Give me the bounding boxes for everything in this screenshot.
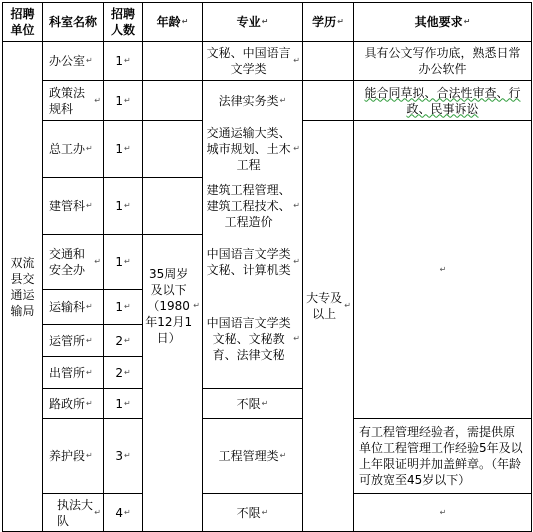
header-other: 其他要求 ↵: [414, 15, 471, 29]
major-cell: 法律实务类 ↵: [218, 93, 287, 108]
major-cell: 中国语言文学类文秘、文秘教育、法律文秘 ↵: [206, 316, 300, 362]
header-major: 专业 ↵: [236, 15, 269, 29]
major-cell: 文秘、中国语言文学类 ↵: [206, 46, 300, 76]
dept-cell: 政策法规科 ↵: [49, 85, 101, 116]
header-count: 招聘人数: [110, 7, 135, 37]
count-cell: 2 ↵: [115, 333, 131, 348]
dept-cell: 执法大队 ↵: [57, 497, 101, 528]
dept-cell: 运管所 ↵: [49, 333, 93, 348]
count-cell: 1 ↵: [115, 54, 131, 68]
major-cell: 交通运输大类、城市规划、土木工程 ↵: [206, 126, 300, 172]
count-cell: 3 ↵: [115, 449, 131, 463]
header-age: 年龄 ↵: [156, 15, 189, 29]
other-cell: 能合同草拟、合法性审查、行政、民事诉讼: [364, 85, 521, 116]
other-cell: ↵: [439, 507, 447, 517]
count-cell: 1 ↵: [115, 142, 131, 156]
count-cell: 1 ↵: [115, 93, 131, 108]
count-cell: 4 ↵: [115, 505, 131, 520]
major-cell: 工程管理类 ↵: [218, 449, 287, 463]
dept-cell: 路政所 ↵: [49, 396, 93, 411]
count-cell: 1 ↵: [115, 255, 131, 269]
other-cell: 具有公文写作功底，熟悉日常办公软件: [364, 46, 521, 76]
header-unit: 招聘单位: [10, 7, 35, 37]
other-cell: ↵: [439, 264, 447, 274]
unit-cell: 双流县交通运输局: [10, 255, 35, 318]
count-cell: 2 ↵: [115, 365, 131, 380]
dept-cell: 出管所 ↵: [49, 365, 93, 380]
dept-cell: 建管科 ↵: [49, 199, 93, 213]
other-cell: 有工程管理经验者，需提供原单位工程管理工作经验5年及以上年限证明并加盖鲜章。（年龄可放宽至45岁以下）: [359, 425, 523, 487]
count-cell: 1 ↵: [115, 199, 131, 213]
dept-cell: 养护段 ↵: [49, 449, 93, 463]
header-dept: 科室名称: [48, 15, 97, 29]
dept-cell: 办公室 ↵: [49, 54, 93, 68]
major-cell: 不限 ↵: [236, 505, 269, 520]
edu-cell: 大专及以上 ↵: [306, 291, 351, 321]
major-cell: 中国语言文学类文秘、计算机类 ↵: [206, 247, 300, 277]
dept-cell: 交通和安全办 ↵: [49, 247, 101, 277]
grid-line: [531, 2, 532, 531]
count-cell: 1 ↵: [115, 300, 131, 314]
count-cell: 1 ↵: [115, 396, 131, 411]
major-cell: 建筑工程管理、建筑工程技术、工程造价 ↵: [206, 183, 300, 229]
major-cell: 不限 ↵: [236, 396, 269, 411]
dept-cell: 总工办 ↵: [49, 142, 93, 156]
dept-cell: 运输科 ↵: [49, 300, 93, 314]
age-cell: 35周岁及以下（1980年12月1日） ↵: [145, 267, 200, 345]
header-edu: 学历 ↵: [312, 15, 344, 29]
